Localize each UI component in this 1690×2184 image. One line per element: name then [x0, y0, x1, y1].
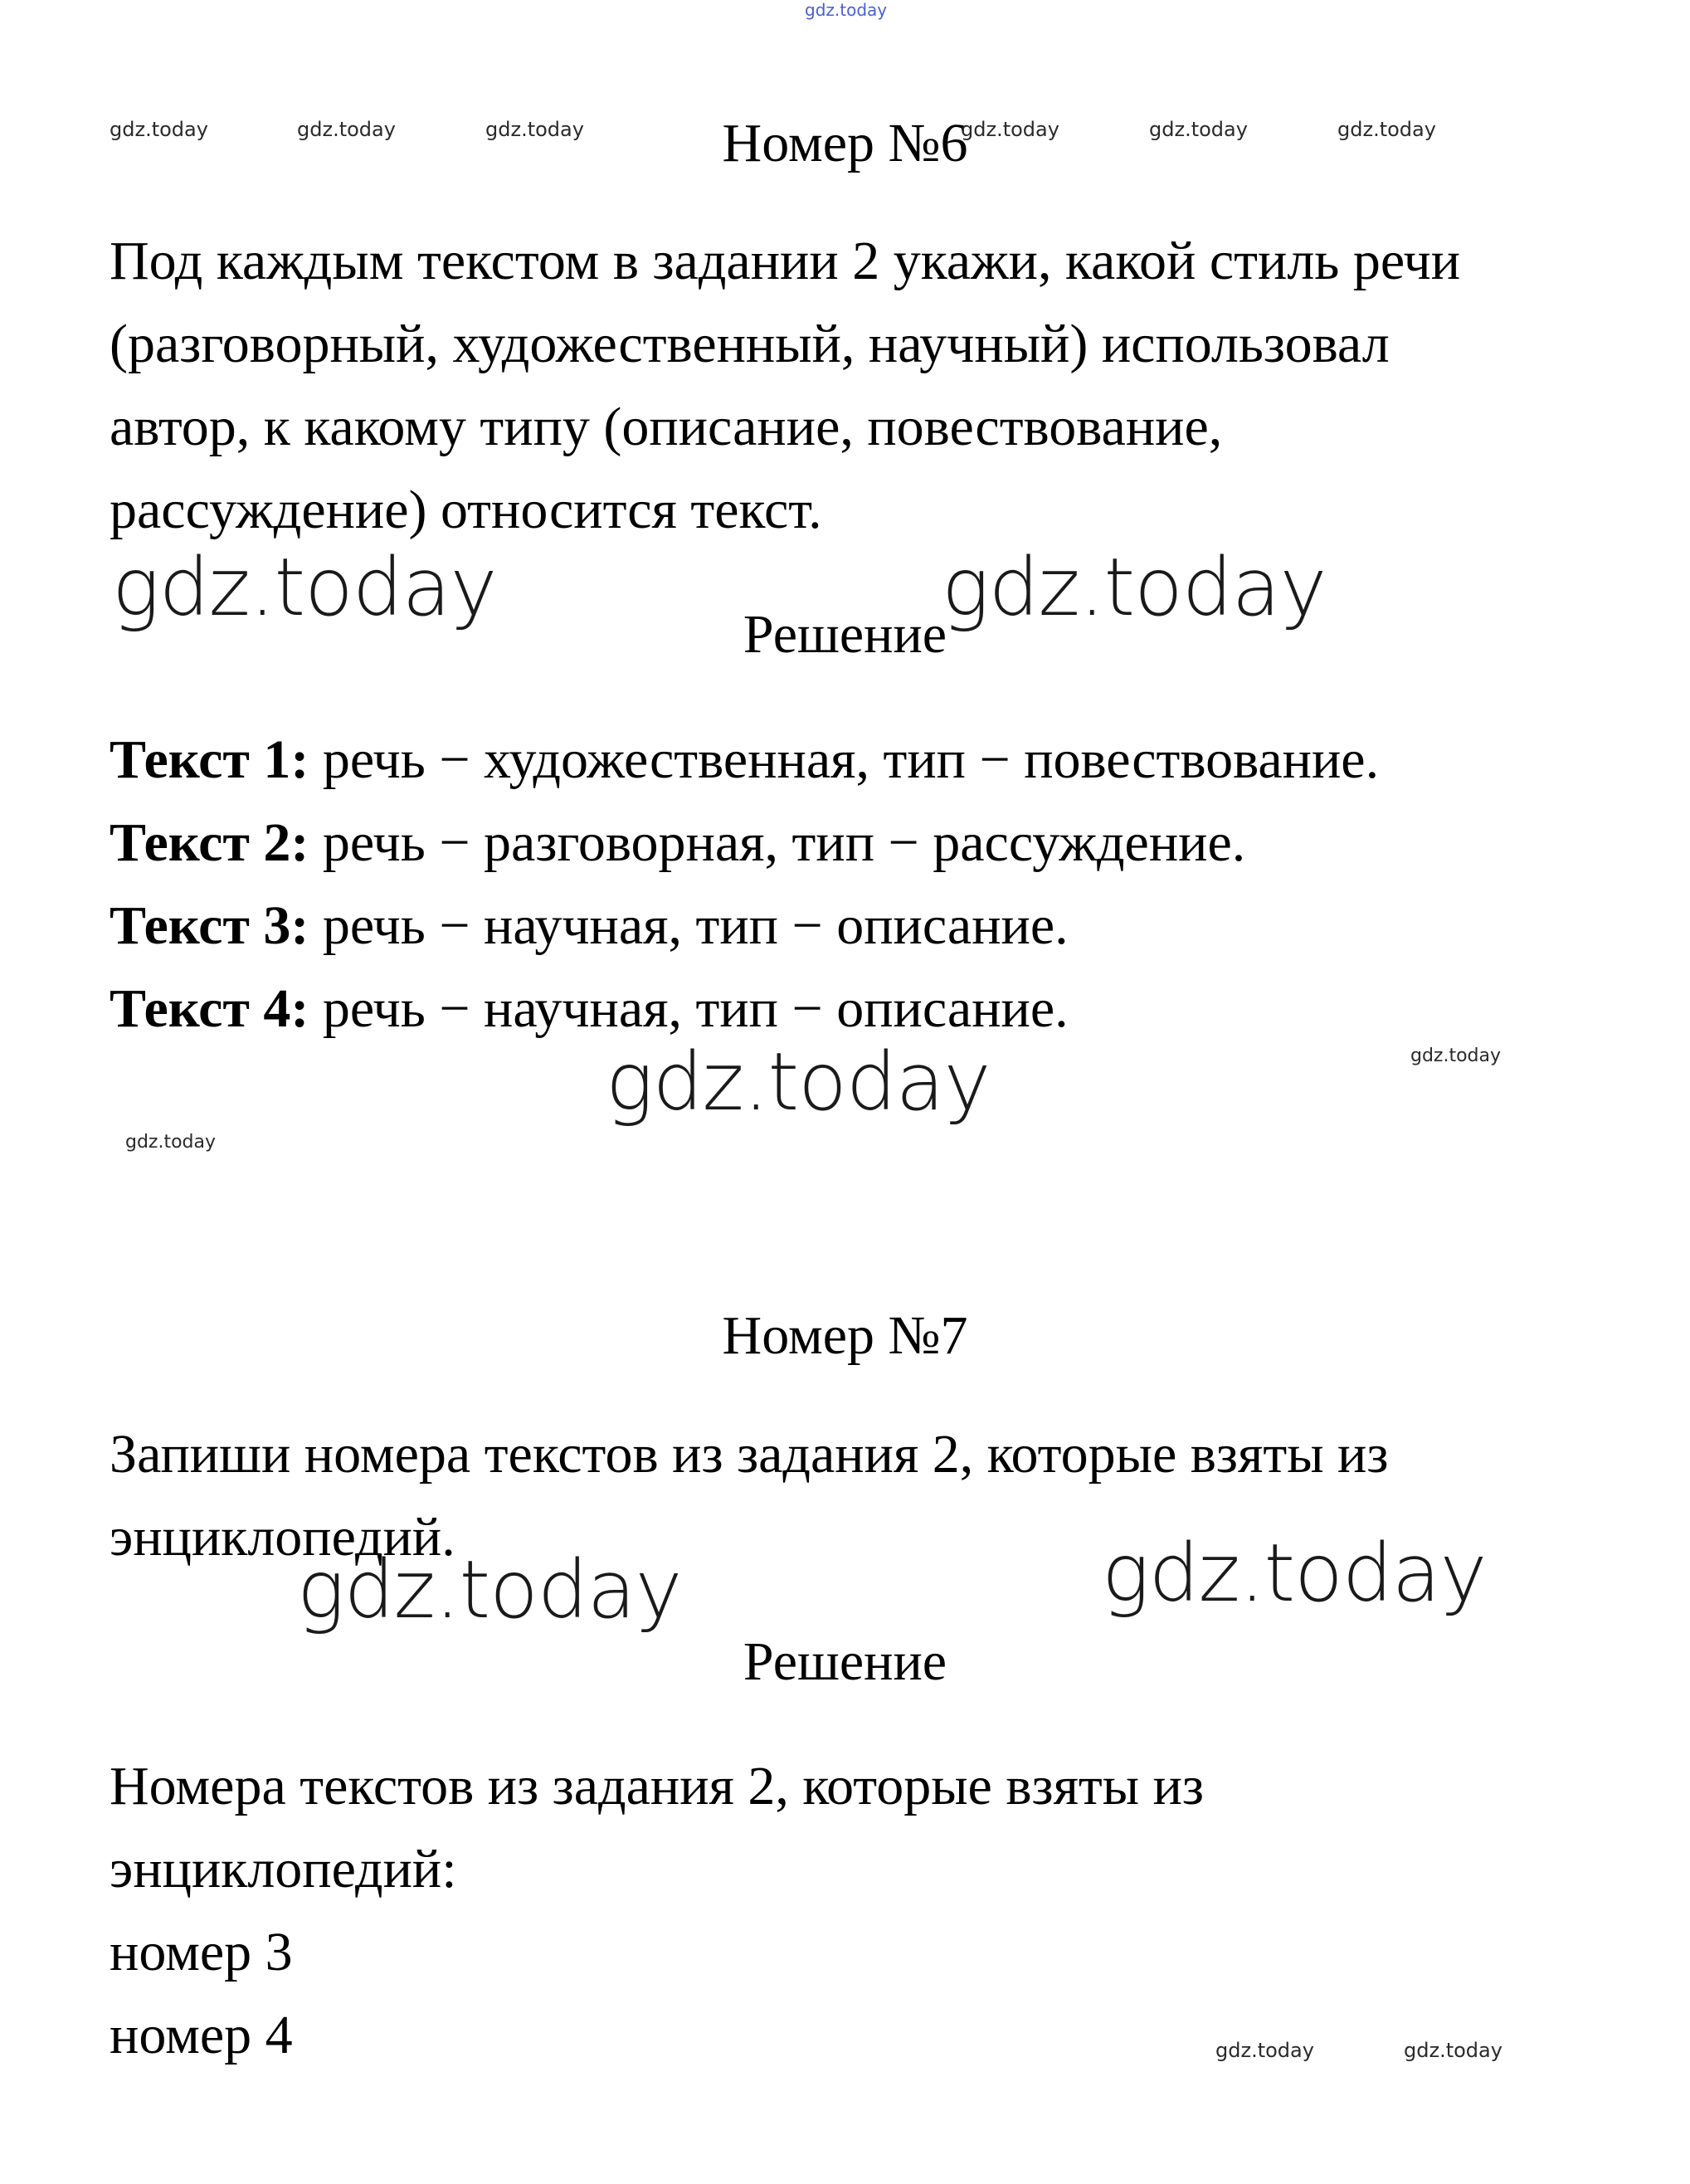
- answer-row: [110, 885, 1586, 968]
- task7-question-line: Запиши номера текстов из задания 2, которые взяты из: [110, 1424, 1389, 1484]
- task7-answer-line: номер 4: [110, 2005, 293, 2065]
- watermark-large: gdz.today: [606, 1036, 991, 1129]
- answer-text: речь − разговорная, тип − рассуждение.: [322, 812, 1246, 873]
- task6-question-line: рассуждение) относится текст.: [110, 480, 822, 540]
- watermark-small: gdz.today: [297, 118, 396, 141]
- answer-text: речь − художественная, тип − повествование.: [322, 729, 1380, 790]
- task6-solution-heading: Решение: [743, 604, 947, 665]
- watermark-small: gdz.today: [1149, 118, 1248, 141]
- task6-title: Номер №6: [722, 113, 968, 173]
- task7-solution-heading: Решение: [743, 1631, 947, 1692]
- task7-answer-line: номер 3: [110, 1922, 293, 1982]
- answer-text: речь − научная, тип − описание.: [322, 978, 1069, 1039]
- watermark-small: gdz.today: [1215, 2039, 1314, 2062]
- task6-answers: [110, 719, 1586, 1051]
- task7-answer-line: Номера текстов из задания 2, которые взяты из: [110, 1756, 1205, 1816]
- task7-question-line: энциклопедий.: [110, 1507, 455, 1567]
- answer-label: Текст 4:: [110, 978, 309, 1039]
- answer-text: речь − научная, тип − описание.: [322, 895, 1069, 956]
- task7-answer: [110, 1745, 1586, 2077]
- task6-question: [110, 220, 1586, 552]
- watermark-small: gdz.today: [1337, 118, 1436, 141]
- task6-question-line: автор, к какому типу (описание, повествование,: [110, 397, 1223, 457]
- task6-question-line: (разговорный, художественный, научный) использовал: [110, 314, 1390, 374]
- task7-title: Номер №7: [722, 1305, 968, 1366]
- watermark-large: gdz.today: [297, 1543, 682, 1636]
- answer-row: [110, 802, 1586, 885]
- watermark-small: gdz.today: [110, 118, 208, 141]
- answer-label: Текст 3:: [110, 895, 309, 956]
- task7-answer-line: энциклопедий:: [110, 1839, 457, 1899]
- watermark-large: gdz.today: [112, 541, 497, 634]
- answer-label: Текст 2:: [110, 812, 309, 873]
- watermark-small: gdz.today: [485, 118, 584, 141]
- watermark-small: gdz.today: [1404, 2039, 1502, 2062]
- watermark-large: gdz.today: [942, 541, 1327, 634]
- answer-label: Текст 1:: [110, 729, 309, 790]
- watermark-top: gdz.today: [805, 0, 888, 20]
- watermark-large: gdz.today: [1102, 1527, 1487, 1620]
- task6-question-line: Под каждым текстом в задании 2 укажи, какой стиль речи: [110, 231, 1461, 291]
- watermark-small: gdz.today: [125, 1132, 217, 1153]
- watermark-small: gdz.today: [1410, 1046, 1502, 1066]
- answer-row: [110, 719, 1586, 802]
- watermark-small: gdz.today: [961, 118, 1059, 141]
